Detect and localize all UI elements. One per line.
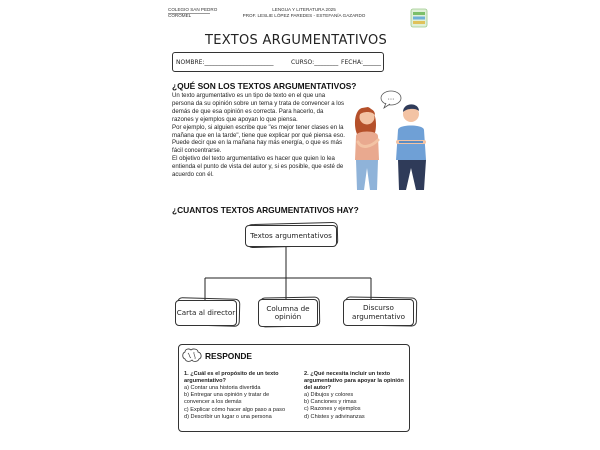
concept-map-connectors xyxy=(160,0,440,340)
q1-option-c[interactable]: c) Explicar cómo hacer algo paso a paso xyxy=(184,406,286,413)
respond-box xyxy=(178,344,410,432)
name-field[interactable]: NOMBRE:_______________________ xyxy=(176,59,274,66)
date-field[interactable]: FECHA:______ xyxy=(341,59,381,66)
question-2 xyxy=(304,371,406,392)
course-field[interactable]: CURSO:________ xyxy=(291,59,339,66)
q1-option-b[interactable]: b) Entregar una opinión y tratar de convencer a los demás xyxy=(184,392,270,406)
q2-option-b[interactable]: b) Canciones y rimas xyxy=(304,399,357,406)
respond-title: RESPONDE xyxy=(205,351,253,361)
child-node-columna-de-opinion: Columna de opinión xyxy=(258,299,318,327)
paragraph-definition: Un texto argumentativo es un tipo de texto en el que una persona da su opinión sobre un tema y trata de convencer a los demás de que esa opinión es correcta. Para hacerlo, da razones y ejemplos que apoyan lo que piensa. xyxy=(172,92,345,123)
question-1-options xyxy=(184,385,294,421)
question-1-text: 1. ¿Cuál es el propósito de un texto argumentativo? xyxy=(184,371,279,384)
q2-option-a[interactable]: a) Dibujos y colores xyxy=(304,392,354,398)
teacher-line: PROF. LESLIE LÓPEZ PAREDES - ESTEFANÍA GAZARDO xyxy=(242,13,366,18)
paragraph-objective: El objetivo del texto argumentativo es hacer que quien lo lea entienda el punto de vista del autor y, si es posible, que esté de acuerdo con él. xyxy=(172,155,344,179)
question-2-options xyxy=(304,392,408,421)
school-line-1: COLEGIO SAN PEDRO xyxy=(168,7,218,12)
root-node-textos-argumentativos: Textos argumentativos xyxy=(245,225,337,247)
subject-line: LENGUA Y LITERATURA 2025 xyxy=(272,7,336,12)
worksheet-page xyxy=(160,0,440,450)
school-line-2: COROMEL xyxy=(168,13,192,18)
question-1 xyxy=(184,371,288,385)
q1-option-a[interactable]: a) Contar una historia divertida xyxy=(184,385,261,391)
brain-icon xyxy=(181,347,203,363)
page-title: TEXTOS ARGUMENTATIVOS xyxy=(205,33,388,48)
q1-option-d[interactable]: d) Describir un lugar o una persona xyxy=(184,413,272,420)
q2-option-d[interactable]: d) Chistes y adivinanzas xyxy=(304,413,365,420)
section-types-heading: ¿CUANTOS TEXTOS ARGUMENTATIVOS HAY? xyxy=(172,205,359,215)
child-node-carta-al-director: Carta al director xyxy=(175,300,237,326)
question-2-text: 2. ¿Qué necesita incluir un texto argumentativo para apoyar la opinión del autor? xyxy=(304,371,404,391)
section-what-heading: ¿QUÉ SON LOS TEXTOS ARGUMENTATIVOS? xyxy=(172,81,357,91)
q2-option-c[interactable]: c) Razones y ejemplos xyxy=(304,406,361,413)
speech-bubble-text: ... xyxy=(387,93,395,102)
child-node-discurso-argumentativo: Discurso argumentativo xyxy=(343,299,414,326)
paragraph-example: Por ejemplo, si alguien escribe que "es mejor tener clases en la mañana que en la tarde", tiene que explicar por qué piensa eso. Puede decir que en la mañana hay más energía, o que es más fácil concentrarse. xyxy=(172,123,345,155)
